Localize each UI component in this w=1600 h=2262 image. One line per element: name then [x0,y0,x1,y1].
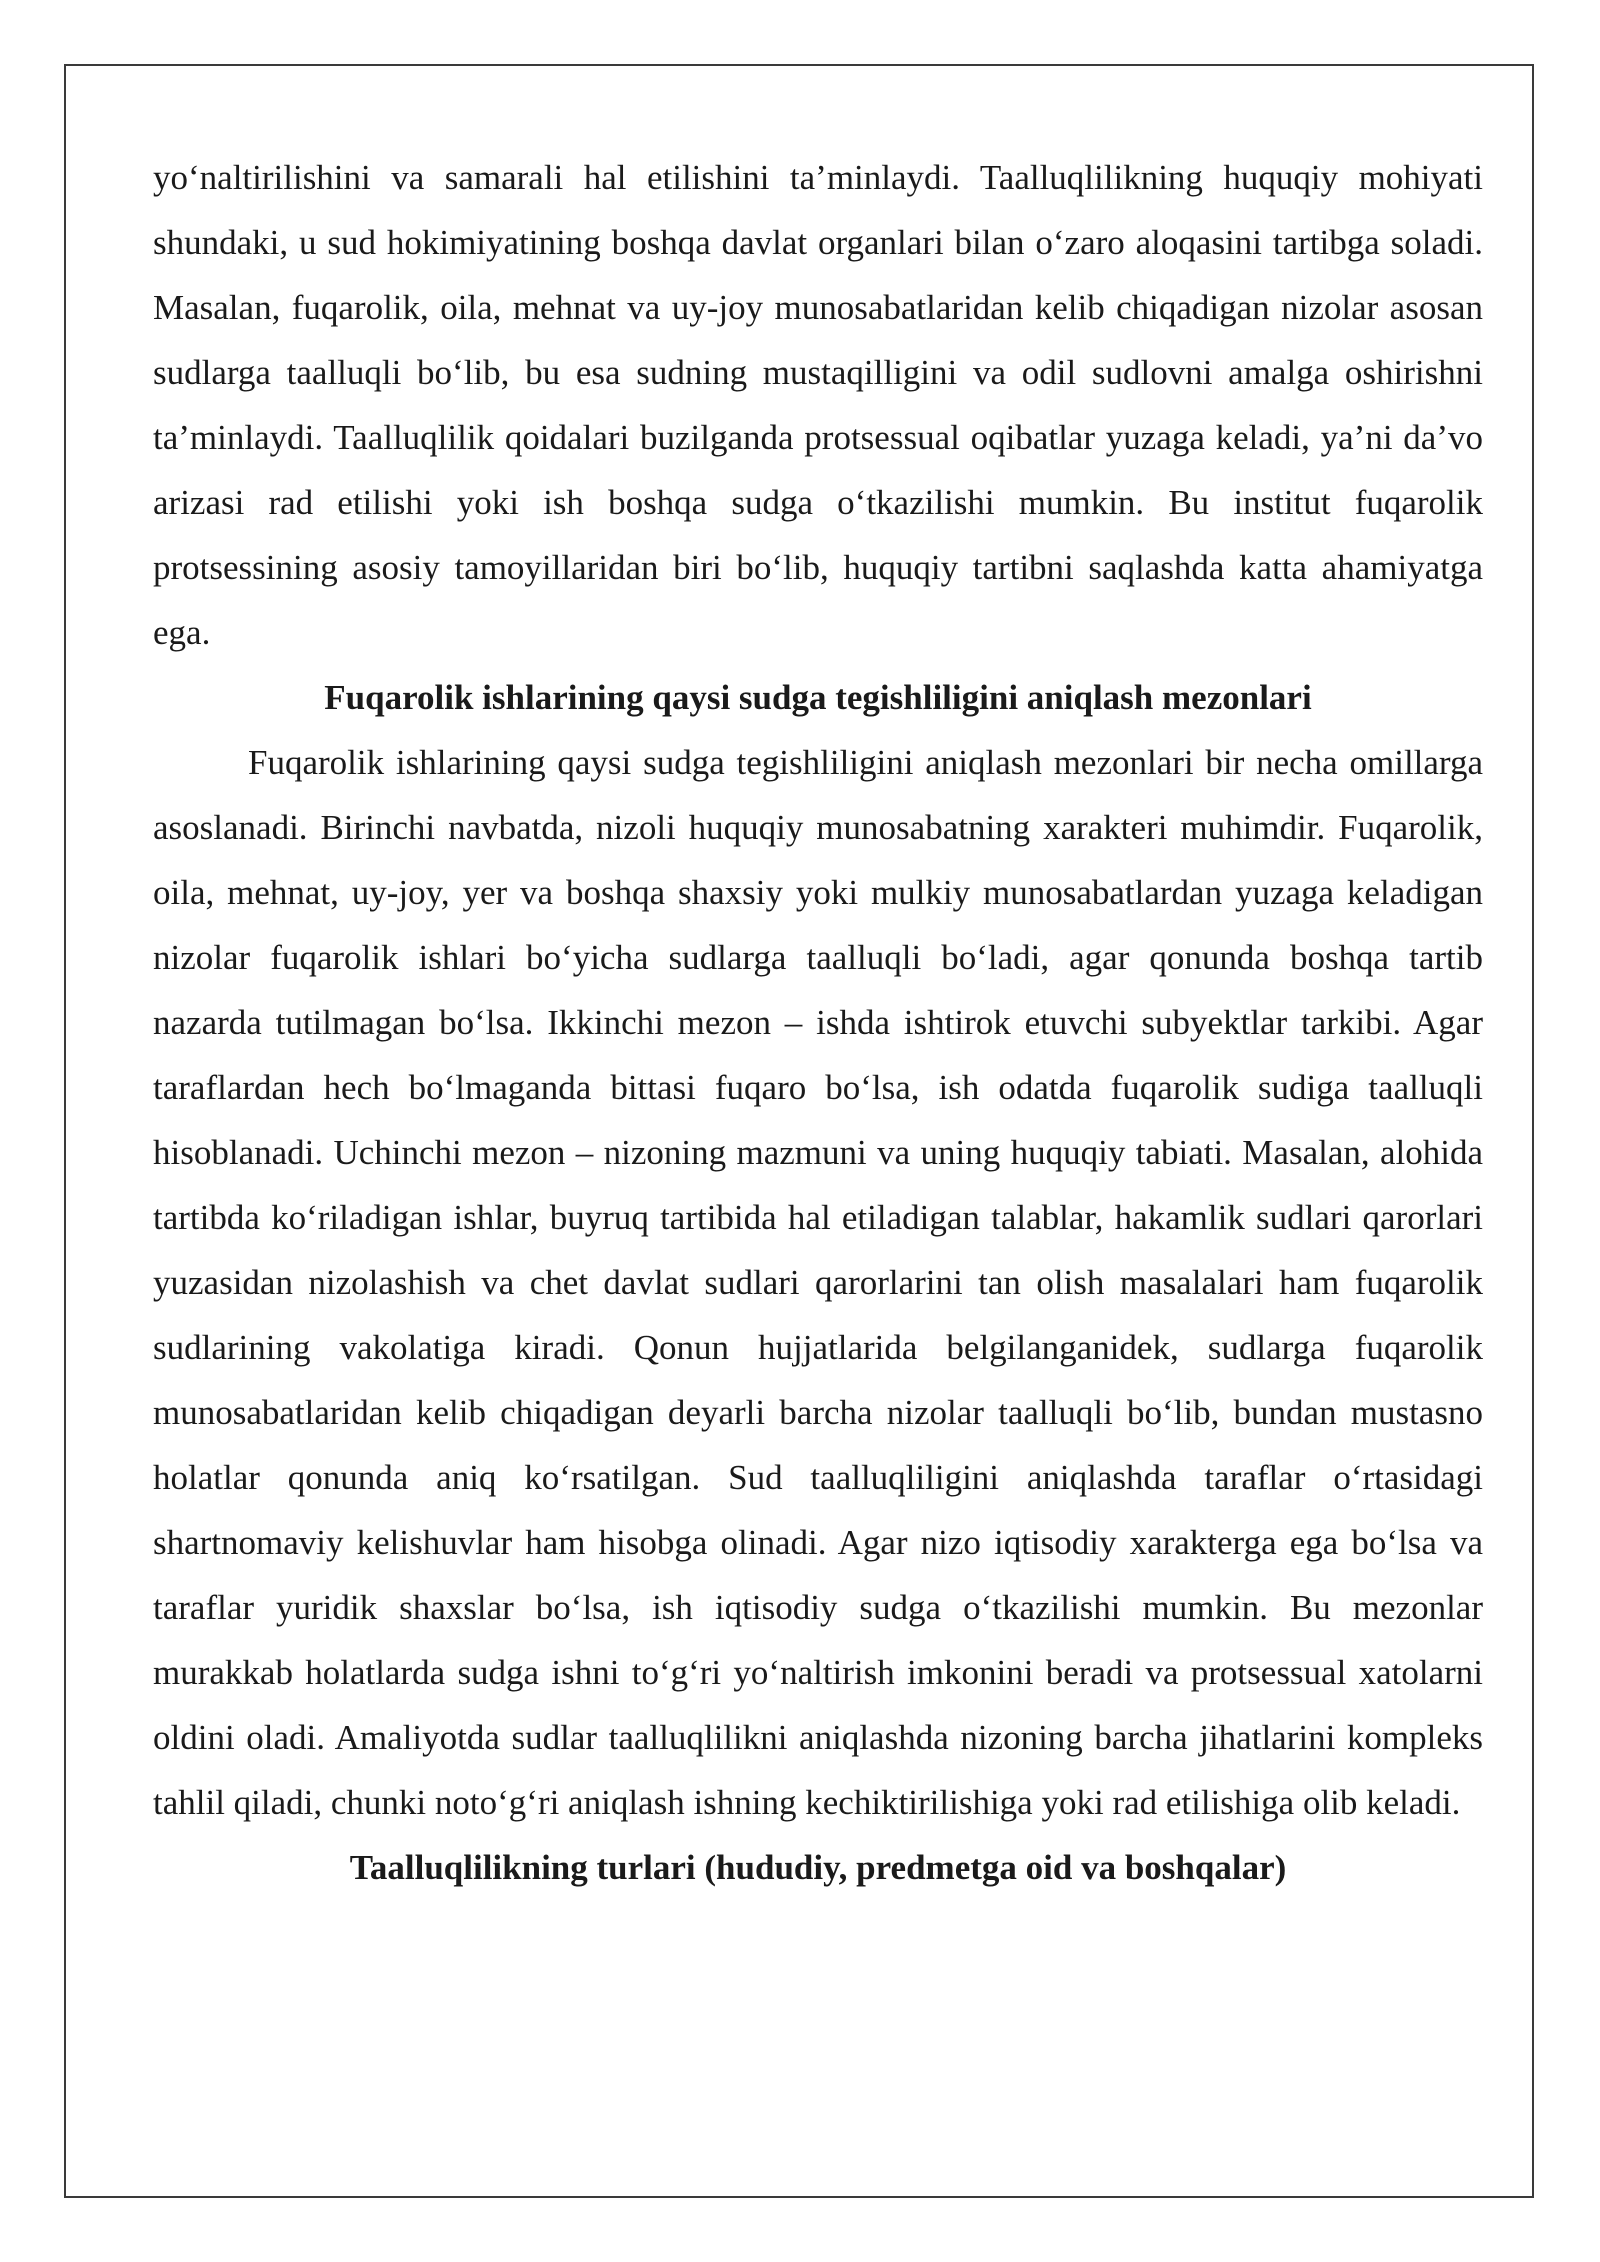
document-body [153,145,1483,1900]
section-heading-criteria: Fuqarolik ishlarining qaysi sudga tegishliligini aniqlash mezonlari [324,678,1312,717]
section-heading-types: Taalluqlilikning turlari (hududiy, predmetga oid va boshqalar) [349,1848,1287,1887]
paragraph-continued: yo‘naltirilishini va samarali hal etilishini ta’minlaydi. Taalluqlilikning huquqiy mohiyati shundaki, u sud hokimiyatining boshqa davlat organlari bilan o‘zaro aloqasini tartibga soladi. Masalan, fuqarolik, oila, mehnat va uy-joy munosabatlaridan kelib chiqadigan nizolar asosan sudlarga taalluqli bo‘lib, bu esa sudning mustaqilligini va odil sudlovni amalga oshirishni ta’minlaydi. Taalluqlilik qoidalari buzilganda protsessual oqibatlar yuzaga keladi, ya’ni da’vo arizasi rad etilishi yoki ish boshqa sudga o‘tkazilishi mumkin. Bu institut fuqarolik protsessining asosiy tamoyillaridan biri bo‘lib, huquqiy tartibni saqlashda katta ahamiyatga ega. [153,158,1483,652]
paragraph-criteria: Fuqarolik ishlarining qaysi sudga tegishliligini aniqlash mezonlari bir necha omillarga asoslanadi. Birinchi navbatda, nizoli huquqiy munosabatning xarakteri muhimdir. Fuqarolik, oila, mehnat, uy-joy, yer va boshqa shaxsiy yoki mulkiy munosabatlardan yuzaga keladigan nizolar fuqarolik ishlari bo‘yicha sudlarga taalluqli bo‘ladi, agar qonunda boshqa tartib nazarda tutilmagan bo‘lsa. Ikkinchi mezon – ishda ishtirok etuvchi subyektlar tarkibi. Agar taraflardan hech bo‘lmaganda bittasi fuqaro bo‘lsa, ish odatda fuqarolik sudiga taalluqli hisoblanadi. Uchinchi mezon – nizoning mazmuni va uning huquqiy tabiati. Masalan, alohida tartibda ko‘riladigan ishlar, buyruq tartibida hal etiladigan talablar, hakamlik sudlari qarorlari yuzasidan nizolashish va chet davlat sudlari qarorlarini tan olish masalalari ham fuqarolik sudlarining vakolatiga kiradi. Qonun hujjatlarida belgilanganidek, sudlarga fuqarolik munosabatlaridan kelib chiqadigan deyarli barcha nizolar taalluqli bo‘lib, bundan mustasno holatlar qonunda aniq ko‘rsatilgan. Sud taalluqliligini aniqlashda taraflar o‘rtasidagi shartnomaviy kelishuvlar ham hisobga olinadi. Agar nizo iqtisodiy xarakterga ega bo‘lsa va taraflar yuridik shaxslar bo‘lsa, ish iqtisodiy sudga o‘tkazilishi mumkin. Bu mezonlar murakkab holatlarda sudga ishni to‘g‘ri yo‘naltirish imkonini beradi va protsessual xatolarni oldini oladi. Amaliyotda sudlar taalluqlilikni aniqlashda nizoning barcha jihatlarini kompleks tahlil qiladi, chunki noto‘g‘ri aniqlash ishning kechiktirilishiga yoki rad etilishiga olib keladi. [153,743,1483,1822]
